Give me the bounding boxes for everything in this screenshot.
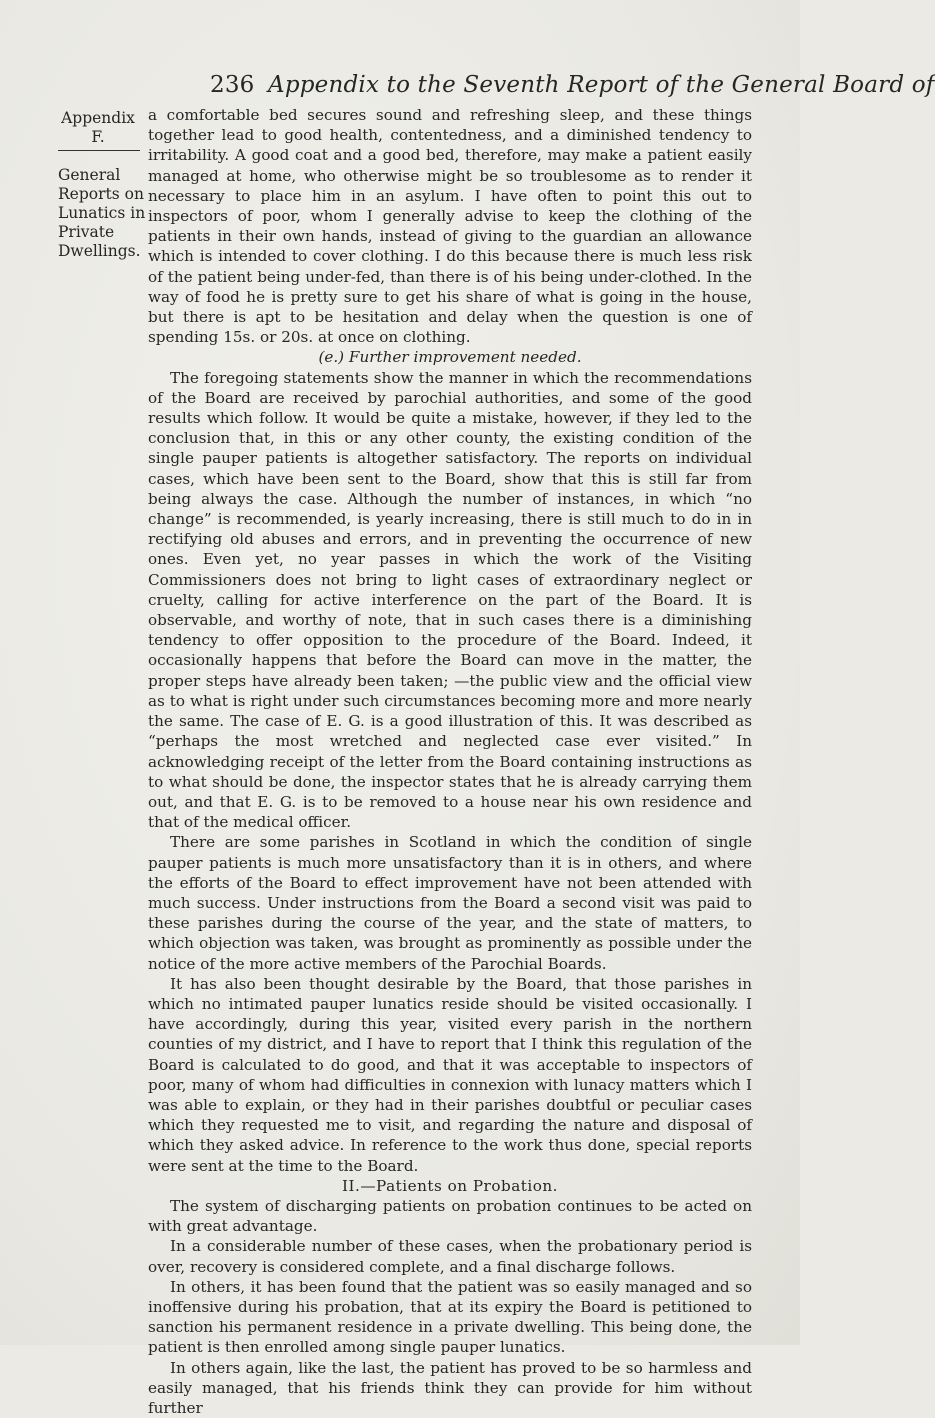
sidenote-appendix: Appendix F. <box>61 109 135 146</box>
header-title: Appendix to the Seventh Report of the General Board of <box>268 72 935 98</box>
paragraph: It has also been thought desirable by the Board, that those parishes in which no intimated pauper lunatics reside should be visited occasionally. I have accordingly, during this year, visited every parish in the northern counties of my district, and I have to report that I think this regulation of the Board is calculated to do good, and that it was acceptable to inspectors of poor, many of whom had difficulties in connexion with lunacy matters which I was able to explain, or they had in their parishes doubtful or peculiar cases which they requested me to visit, and regarding the nature and disposal of which they asked advice. In reference to the work thus done, special reports were sent at the time to the Board. <box>148 974 752 1175</box>
paragraph: a comfortable bed secures sound and refreshing sleep, and these things together lead to good health, contentedness, and a diminished tendency to irritability. A good coat and a good bed, therefore, may make a patient easily managed at home, who otherwise might be so troublesome as to render it necessary to place him in an asylum. I have often to point this out to inspectors of poor, whom I generally advise to keep the clothing of the patients in their own hands, instead of giving to the guardian an allowance which is intended to cover clothing. I do this because there is much less risk of the patient being under-fed, than there is of his being under-clothed. In the way of food he is pretty sure to get his share of what is going in the house, but there is apt to be hesitation and delay when the question is one of spending 15s. or 20s. at once on clothing. <box>148 106 752 347</box>
subheading-further-improvement: (e.) Further improvement needed. <box>318 348 582 367</box>
paragraph: The system of discharging patients on probation continues to be acted on with great advantage. <box>148 1196 752 1236</box>
paragraph: In others again, like the last, the patient has proved to be so harmless and easily managed, that his friends think they can provide for him without further <box>148 1358 752 1417</box>
page-number: 236 <box>210 72 255 98</box>
sidenote-general-reports: General Reports on Lunatics in Private Dwellings. <box>58 166 146 260</box>
sidenote-divider <box>58 150 140 151</box>
section-heading-probation: II.—Patients on Probation. <box>342 1176 558 1195</box>
paragraph: There are some parishes in Scotland in which the condition of single pauper patients is much more unsatisfactory than it is in others, and where the efforts of the Board to effect improvement have not been attended with much success. Under instructions from the Board a second visit was paid to these parishes during the course of the year, and the state of matters, to which objection was taken, was brought as prominently as possible under the notice of the more active members of the Parochial Boards. <box>148 833 752 973</box>
paragraph: In a considerable number of these cases, when the probationary period is over, recovery is considered complete, and a final discharge follows. <box>148 1237 752 1276</box>
paragraph: In others, it has been found that the patient was so easily managed and so inoffensive during his probation, that at its expiry the Board is petitioned to sanction his permanent residence in a private dwelling. This being done, the patient is then enrolled among single pauper lunatics. <box>148 1277 752 1357</box>
body-text <box>148 105 752 1418</box>
running-header <box>210 72 935 98</box>
paragraph: The foregoing statements show the manner in which the recommendations of the Board are received by parochial authorities, and some of the good results which follow. It would be quite a mistake, however, if they led to the conclusion that, in this or any other county, the existing condition of the single pauper patients is altogether satisfactory. The reports on individual cases, which have been sent to the Board, show that this is still far from being always the case. Although the number of instances, in which “no change” is recommended, is yearly increasing, there is still much to do in in rectifying old abuses and errors, and in preventing the occurrence of new ones. Even yet, no year passes in which the work of the Visiting Commissioners does not bring to light cases of extraordinary neglect or cruelty, calling for active interference on the part of the Board. It is observable, and worthy of note, that in such cases there is a diminishing tendency to offer opposition to the procedure of the Board. Indeed, it occasionally happens that before the Board can move in the matter, the proper steps have already been taken; —the public view and the official view as to what is right under such circumstances becoming more and more nearly the same. The case of E. G. is a good illustration of this. It was described as “perhaps the most wretched and neglected case ever visited.” In acknowledging receipt of the letter from the Board containing instructions as to what should be done, the inspector states that he is already carrying them out, and that E. G. is to be removed to a house near his own residence and that of the medical officer. <box>148 368 752 832</box>
